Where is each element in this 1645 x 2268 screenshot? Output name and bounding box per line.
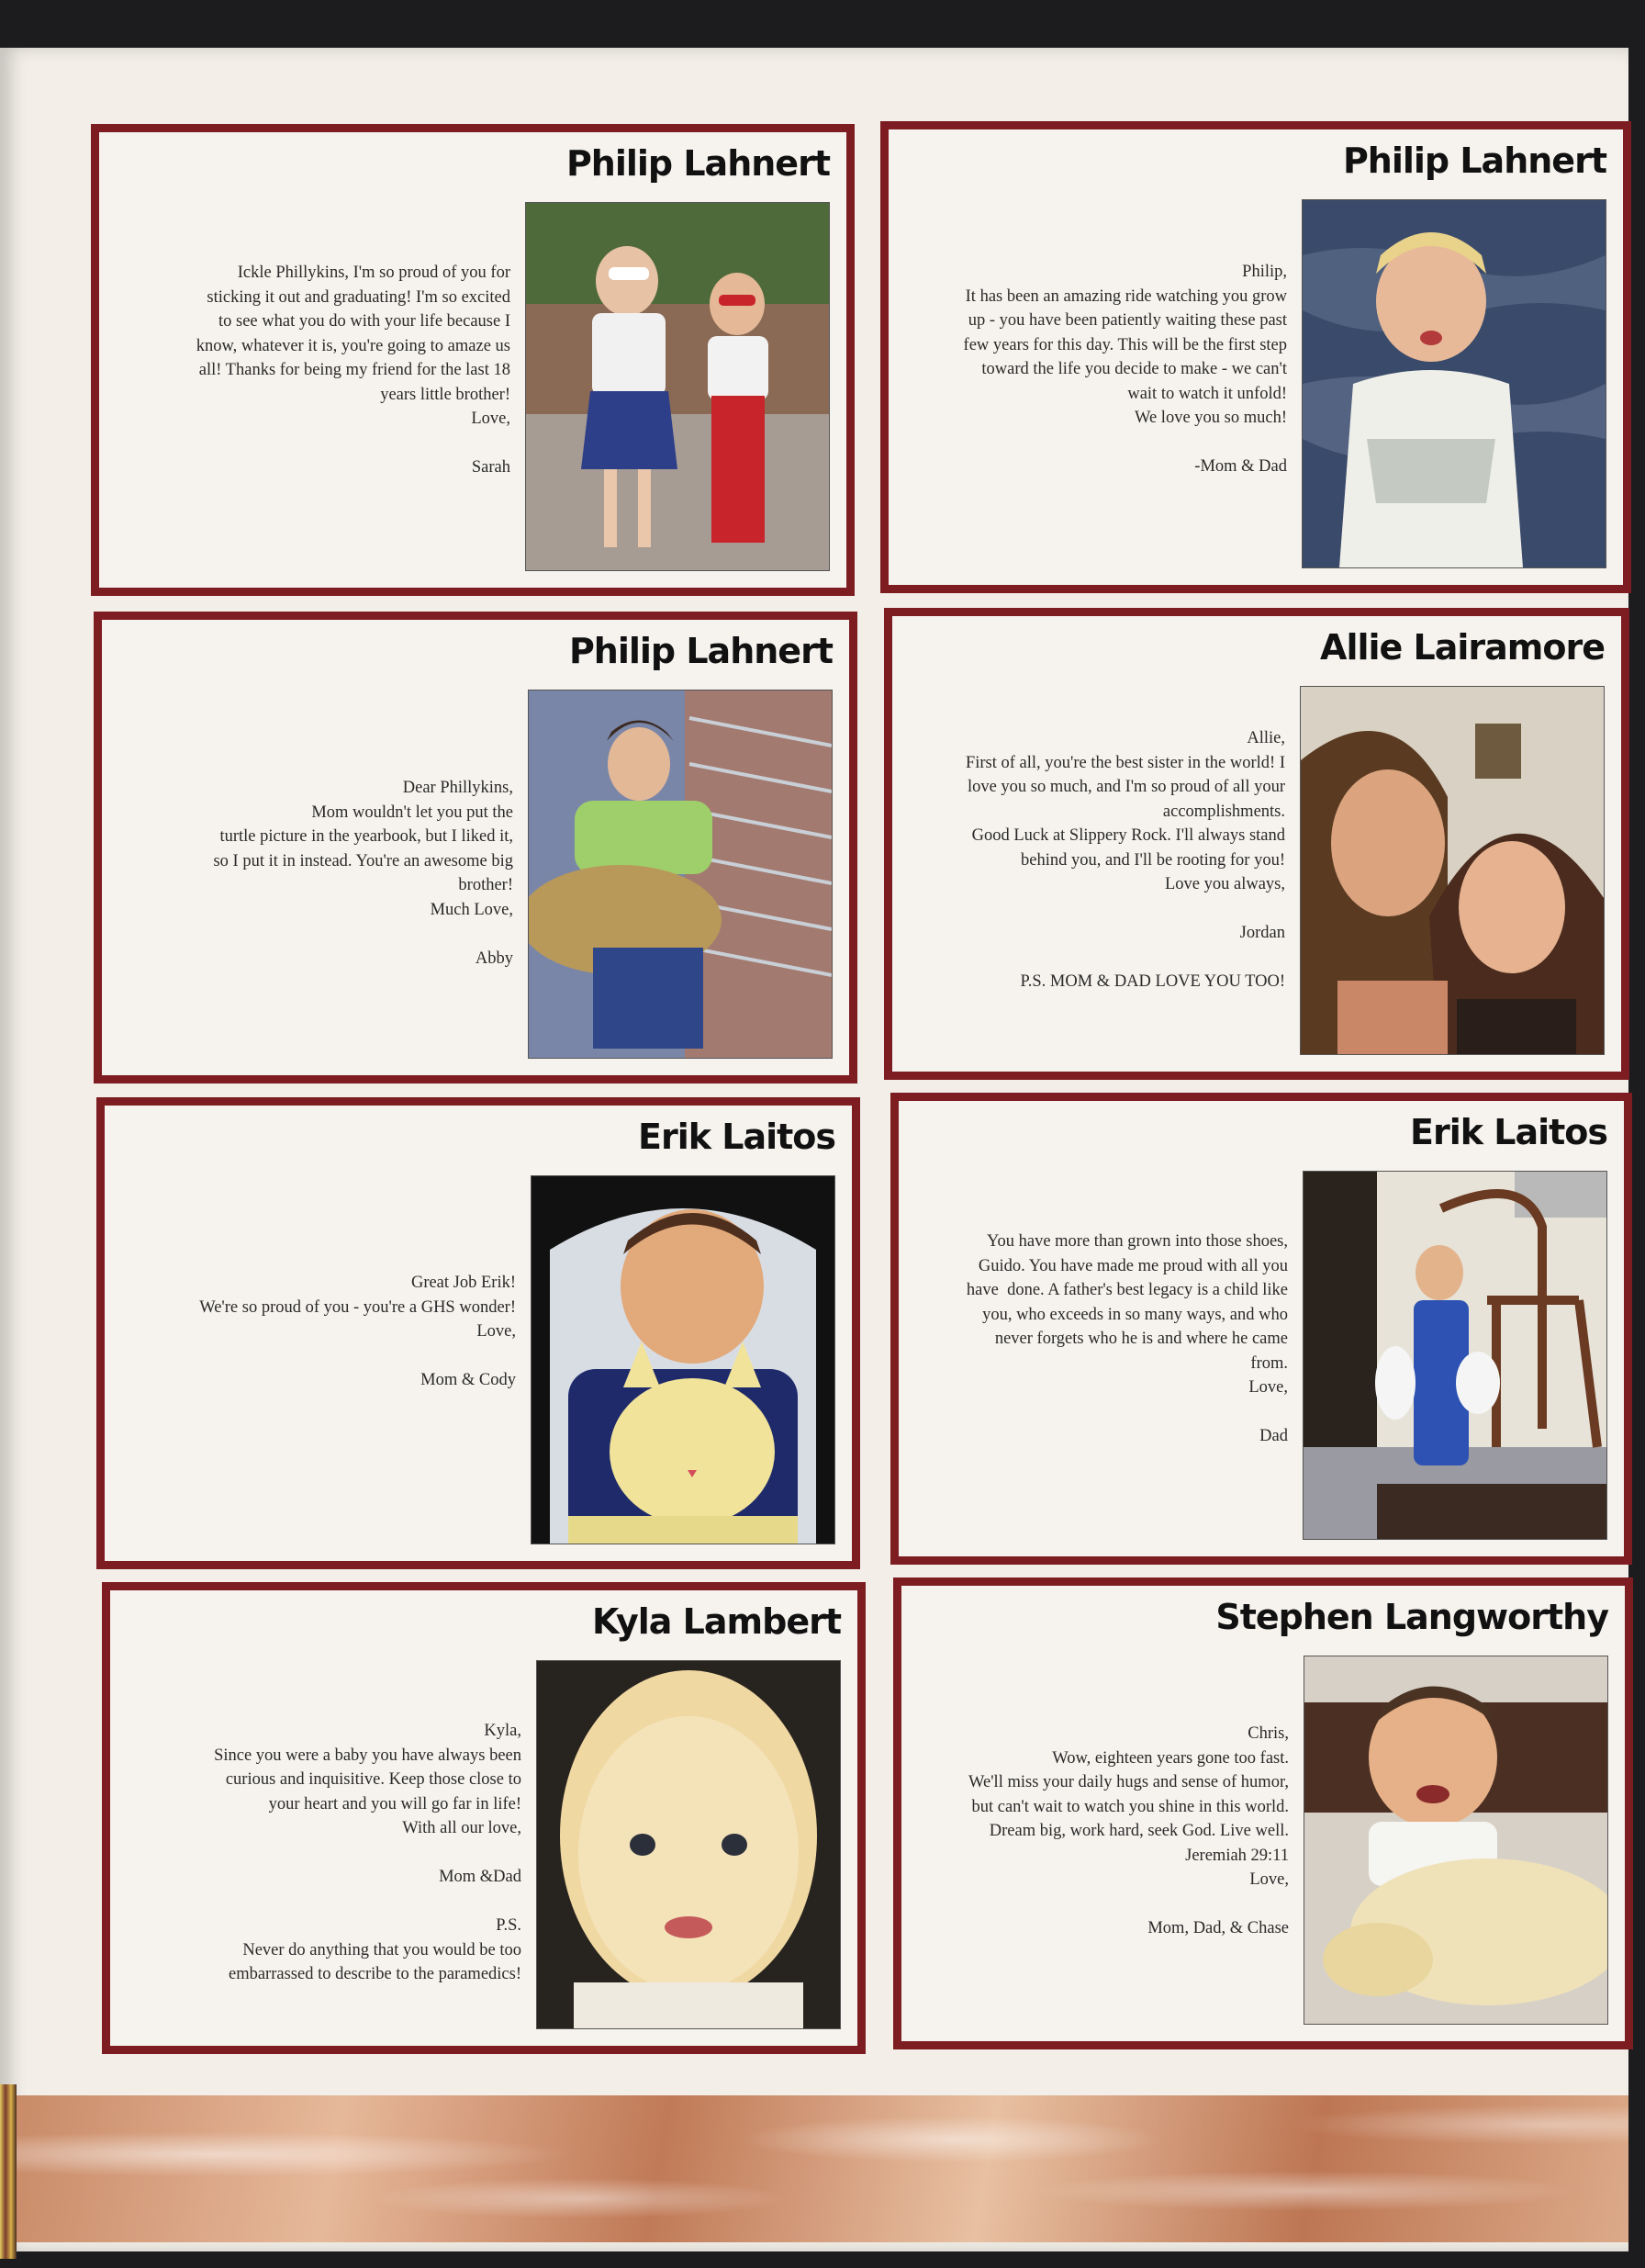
message-line: We're so proud of you - you're a GHS wonder! bbox=[199, 1297, 516, 1317]
message-line bbox=[881, 946, 1285, 971]
message-line: have done. A father's best legacy is a child like bbox=[966, 1281, 1288, 1299]
card-title: Allie Lairamore bbox=[1320, 627, 1605, 668]
message-line: years little brother! bbox=[380, 385, 510, 404]
message-line: curious and inquisitive. Keep those close to bbox=[225, 1770, 521, 1789]
card-title: Philip Lahnert bbox=[568, 631, 833, 671]
message-line: wait to watch it unfold! bbox=[1127, 384, 1287, 403]
marble-footer-band bbox=[17, 2095, 1628, 2242]
message-line: Allie, bbox=[1247, 729, 1285, 747]
message-line: Love you always, bbox=[1164, 875, 1285, 893]
message-line: all! Thanks for being my friend for the last 18 bbox=[198, 361, 510, 379]
message-line: We'll miss your daily hugs and sense of humor, bbox=[968, 1773, 1289, 1791]
message-line: sticking it out and graduating! I'm so excited bbox=[207, 287, 510, 307]
ad-card-erik-laitos-mom-cody bbox=[96, 1097, 860, 1569]
card-title: Philip Lahnert bbox=[565, 143, 830, 184]
message-line: Abby bbox=[475, 949, 513, 968]
card-message bbox=[128, 776, 513, 971]
message-line: turtle picture in the yearbook, but I liked it, bbox=[219, 827, 513, 846]
photo-two-kids-sunglasses bbox=[525, 202, 830, 571]
photo-teen-with-turtle bbox=[528, 690, 833, 1059]
message-line: Love, bbox=[1248, 1378, 1288, 1397]
message-line bbox=[881, 897, 1285, 922]
message-line bbox=[143, 432, 510, 456]
message-line: First of all, you're the best sister in the world! I bbox=[965, 753, 1285, 772]
message-line: Mom wouldn't let you put the bbox=[311, 803, 513, 822]
ad-card-allie-lairamore bbox=[884, 608, 1629, 1080]
card-title: Erik Laitos bbox=[638, 1117, 835, 1157]
message-line: never forgets who he is and where he came bbox=[994, 1330, 1288, 1348]
message-line bbox=[894, 1892, 1289, 1917]
message-line: Since you were a baby you have always been bbox=[214, 1746, 521, 1765]
message-line: -Mom & Dad bbox=[1194, 457, 1287, 476]
message-line bbox=[121, 1344, 516, 1369]
card-message bbox=[894, 1722, 1289, 1941]
message-line: Good Luck at Slippery Rock. I'll always stand bbox=[971, 826, 1285, 845]
message-line: Mom, Dad, & Chase bbox=[1147, 1919, 1289, 1937]
message-line bbox=[893, 1400, 1288, 1425]
card-title: Kyla Lambert bbox=[591, 1601, 841, 1642]
ad-card-erik-laitos-dad bbox=[890, 1093, 1632, 1565]
message-line: few years for this day. This will be the first step bbox=[963, 335, 1287, 354]
message-line: With all our love, bbox=[402, 1819, 521, 1837]
photo-toddler-in-shoes bbox=[1303, 1171, 1607, 1540]
page-binding-edge bbox=[0, 2084, 17, 2259]
message-line: Great Job Erik! bbox=[410, 1274, 516, 1292]
message-line bbox=[136, 1841, 521, 1866]
card-message bbox=[901, 260, 1287, 479]
card-message bbox=[121, 1271, 516, 1393]
message-line: Love, bbox=[471, 410, 510, 428]
card-title: Philip Lahnert bbox=[1342, 140, 1606, 181]
message-line: You have more than grown into those shoes, bbox=[986, 1232, 1288, 1251]
card-message bbox=[881, 726, 1285, 994]
message-line: Love, bbox=[476, 1322, 516, 1341]
message-line: to see what you do with your life because I bbox=[218, 312, 510, 331]
message-line bbox=[136, 1890, 521, 1914]
message-line: Chris, bbox=[1248, 1724, 1289, 1743]
message-line: know, whatever it is, you're going to amaze us bbox=[196, 336, 510, 355]
message-line: Dear Phillykins, bbox=[402, 779, 513, 797]
message-line: toward the life you decide to make - we can't bbox=[981, 360, 1287, 378]
card-message bbox=[136, 1719, 521, 1987]
photo-baby-with-cake bbox=[531, 1175, 835, 1544]
ad-card-stephen-langworthy bbox=[893, 1577, 1633, 2049]
message-line: P.S. MOM & DAD LOVE YOU TOO! bbox=[1020, 972, 1285, 991]
message-line: Never do anything that you would be too bbox=[242, 1940, 521, 1959]
message-line bbox=[901, 431, 1287, 455]
card-message bbox=[893, 1229, 1288, 1449]
ad-card-kyla-lambert bbox=[102, 1582, 866, 2054]
message-line: It has been an amazing ride watching you grow bbox=[965, 286, 1287, 306]
photo-baby-portrait bbox=[536, 1660, 841, 2029]
message-line: but can't wait to watch you shine in this world. bbox=[971, 1797, 1289, 1816]
card-message bbox=[143, 261, 510, 480]
message-line: so I put it in instead. You're an awesome big bbox=[213, 851, 513, 870]
message-line: Jeremiah 29:11 bbox=[1185, 1846, 1289, 1865]
photo-toddler-by-water bbox=[1302, 199, 1606, 568]
message-line: Guido. You have made me proud with all you bbox=[978, 1256, 1288, 1275]
photo-two-sisters bbox=[1300, 686, 1605, 1055]
ad-card-philip-lahnert-mom-dad bbox=[880, 121, 1631, 593]
message-line: P.S. bbox=[496, 1916, 521, 1935]
message-line: Ickle Phillykins, I'm so proud of you for bbox=[237, 264, 510, 282]
message-line: from. bbox=[1250, 1353, 1288, 1373]
ad-card-philip-lahnert-sarah bbox=[91, 124, 855, 596]
message-line: your heart and you will go far in life! bbox=[268, 1794, 521, 1813]
message-line: Dad bbox=[1259, 1427, 1288, 1445]
message-line: Wow, eighteen years gone too fast. bbox=[1052, 1748, 1289, 1768]
message-line: love you so much, and I'm so proud of all your bbox=[967, 778, 1285, 796]
message-line: Mom & Cody bbox=[420, 1371, 516, 1389]
message-line: Philip, bbox=[1242, 263, 1287, 281]
message-line: behind you, and I'll be rooting for you! bbox=[1021, 850, 1285, 870]
message-line: Sarah bbox=[471, 458, 510, 477]
message-line: you, who exceeds in so many ways, and who bbox=[982, 1305, 1288, 1324]
message-line: brother! bbox=[458, 876, 513, 894]
message-line: Jordan bbox=[1239, 924, 1285, 942]
message-line: Mom &Dad bbox=[439, 1868, 521, 1886]
ad-card-philip-lahnert-abby bbox=[94, 612, 857, 1083]
card-title: Stephen Langworthy bbox=[1215, 1597, 1608, 1637]
message-line: Much Love, bbox=[430, 900, 513, 919]
message-line: We love you so much! bbox=[1134, 409, 1287, 427]
message-line: Kyla, bbox=[484, 1722, 521, 1740]
message-line bbox=[128, 922, 513, 947]
message-line: up - you have been patiently waiting these past bbox=[968, 311, 1287, 330]
photo-smiling-baby bbox=[1304, 1656, 1608, 2025]
card-title: Erik Laitos bbox=[1410, 1112, 1607, 1152]
message-line: Dream big, work hard, seek God. Live well. bbox=[989, 1822, 1289, 1840]
message-line: Love, bbox=[1249, 1870, 1289, 1889]
message-line: accomplishments. bbox=[1162, 802, 1285, 821]
message-line: embarrassed to describe to the paramedics! bbox=[229, 1965, 521, 1983]
